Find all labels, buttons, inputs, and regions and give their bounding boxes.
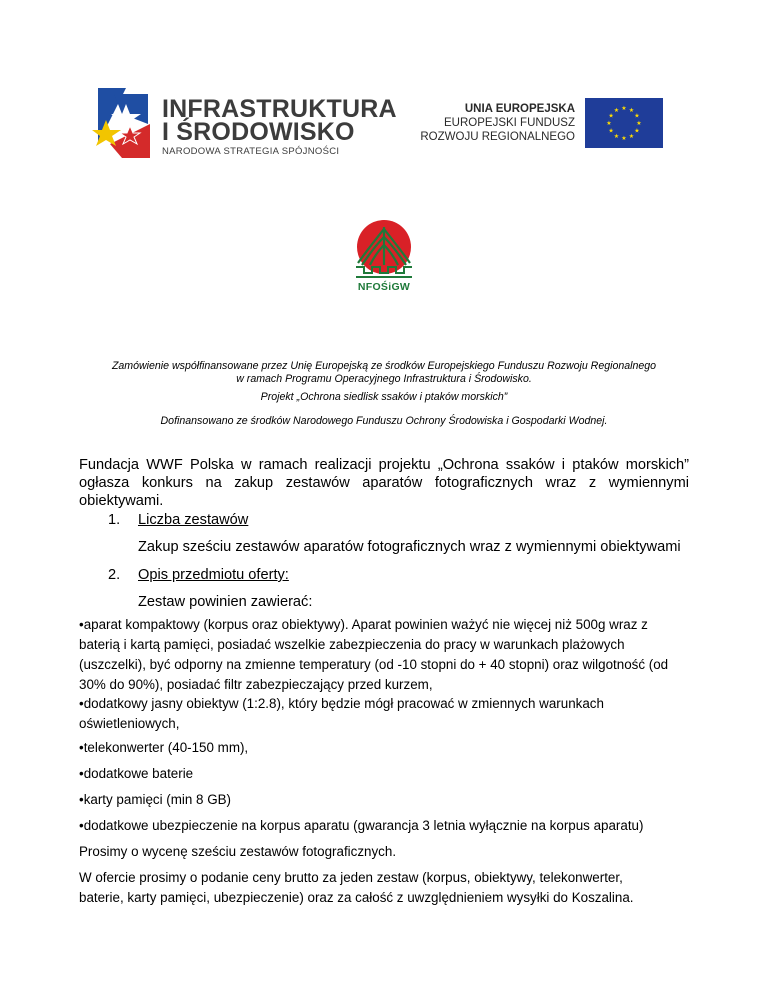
funding-note	[64, 360, 704, 386]
eu-logo-text	[420, 102, 575, 144]
list-item-camera	[79, 615, 689, 695]
infrastructure-line2: I ŚRODOWISKO	[162, 118, 355, 146]
eu-flag-icon	[585, 98, 663, 148]
list-item-insurance	[79, 816, 689, 836]
funding-note-line1: Zamówienie współfinansowane przez Unię Europejską ze środków Europejskiego Funduszu Rozwoju Regionalnego	[111, 360, 657, 372]
infrastructure-subtitle: NARODOWA STRATEGIA SPÓJNOŚCI	[162, 146, 340, 157]
lens-line2: oświetleniowych,	[79, 716, 180, 731]
closing-offer-line1: W ofercie prosimy o podanie ceny brutto za jeden zestaw (korpus, obiektywy, telekonwerter,	[79, 870, 623, 885]
eu-star-icon: ★	[636, 120, 642, 127]
batteries-text: •dodatkowe baterie	[79, 766, 194, 781]
infrastructure-line1: INFRASTRUKTURA	[162, 95, 397, 123]
infrastructure-title	[162, 95, 397, 146]
eu-line2: EUROPEJSKI FUNDUSZ	[444, 117, 575, 129]
eu-star-icon: ★	[634, 127, 640, 135]
teleconverter-text: •telekonwerter (40-150 mm),	[79, 740, 249, 755]
nfosigw-emblem-icon	[354, 219, 414, 281]
section-2-number: 2.	[108, 567, 121, 583]
section-2-text: Zestaw powinien zawierać:	[138, 594, 313, 610]
intro-line2: ogłasza konkurs na zakup zestawów aparatów fotograficznych wraz z wymiennymi	[79, 475, 689, 491]
closing-offer-line2: baterie, karty pamięci, ubezpieczenie) oraz za całość z uwzględnieniem wysyłki do Koszalina.	[79, 890, 634, 905]
eu-star-icon: ★	[606, 120, 612, 127]
eu-star-icon: ★	[634, 112, 640, 120]
eu-line1: UNIA EUROPEJSKA	[464, 103, 575, 115]
funding-note-line2: w ramach Programu Operacyjnego Infrastruktura i Środowisko.	[236, 373, 532, 385]
list-item-teleconverter	[79, 738, 689, 758]
eu-star-icon: ★	[608, 127, 614, 135]
eu-star-icon: ★	[628, 107, 635, 115]
section-1-text: Zakup sześciu zestawów aparatów fotograficznych wraz z wymiennymi obiektywami	[138, 539, 681, 555]
section-1-heading: Liczba zestawów	[138, 512, 249, 528]
infrastructure-logo	[92, 84, 397, 164]
intro-line1: Fundacja WWF Polska w ramach realizacji projektu „Ochrona ssaków i ptaków morskich”	[79, 457, 689, 473]
intro-line3: obiektywami.	[79, 493, 164, 509]
closing-request	[79, 842, 689, 862]
list-item-cards	[79, 790, 689, 810]
camera-line4: 30% do 90%), posiadać filtr zabezpieczający przed kurzem,	[79, 677, 433, 692]
project-name: Projekt „Ochrona siedlisk ssaków i ptaków morskich”	[260, 391, 508, 403]
intro-paragraph	[79, 456, 689, 510]
list-item-lens	[79, 694, 689, 734]
infrastructure-emblem-icon	[92, 84, 154, 162]
eu-star-icon: ★	[613, 132, 620, 140]
eu-star-icon: ★	[608, 112, 614, 120]
insurance-text: •dodatkowe ubezpieczenie na korpus aparatu (gwarancja 3 letnia wyłącznie na korpus aparatu)	[79, 818, 644, 833]
eu-star-icon: ★	[621, 105, 627, 112]
eu-line3: ROZWOJU REGIONALNEGO	[420, 131, 575, 143]
cards-text: •karty pamięci (min 8 GB)	[79, 792, 232, 807]
eu-star-icon: ★	[613, 107, 620, 115]
camera-line3: (uszczelki), być odporny na zmienne temperatury (od -10 stopni do + 40 stopni) oraz wilgotność (od	[79, 657, 669, 672]
closing-offer	[79, 868, 689, 908]
camera-line2: baterią i kartą pamięci, posiadać wszelkie zabezpieczenia do pracy w warunkach plażowych	[79, 637, 625, 652]
nfosigw-name: NFOŚiGW	[357, 281, 411, 293]
lens-line1: •dodatkowy jasny obiektyw (1:2.8), który będzie mógł pracować w zmiennych warunkach	[79, 696, 604, 711]
eu-logo	[420, 98, 663, 150]
section-2-heading: Opis przedmiotu oferty:	[138, 567, 289, 583]
nfosigw-logo	[354, 219, 414, 294]
cofinance-note: Dofinansowano ze środków Narodowego Funduszu Ochrony Środowiska i Gospodarki Wodnej.	[160, 415, 608, 427]
eu-star-icon: ★	[621, 135, 627, 142]
list-item-batteries	[79, 764, 689, 784]
section-1-number: 1.	[108, 512, 121, 528]
eu-star-icon: ★	[628, 132, 635, 140]
camera-line1: •aparat kompaktowy (korpus oraz obiektywy). Aparat powinien ważyć nie więcej niż 500g wraz z	[79, 617, 648, 632]
closing-request-text: Prosimy o wycenę sześciu zestawów fotograficznych.	[79, 844, 397, 859]
